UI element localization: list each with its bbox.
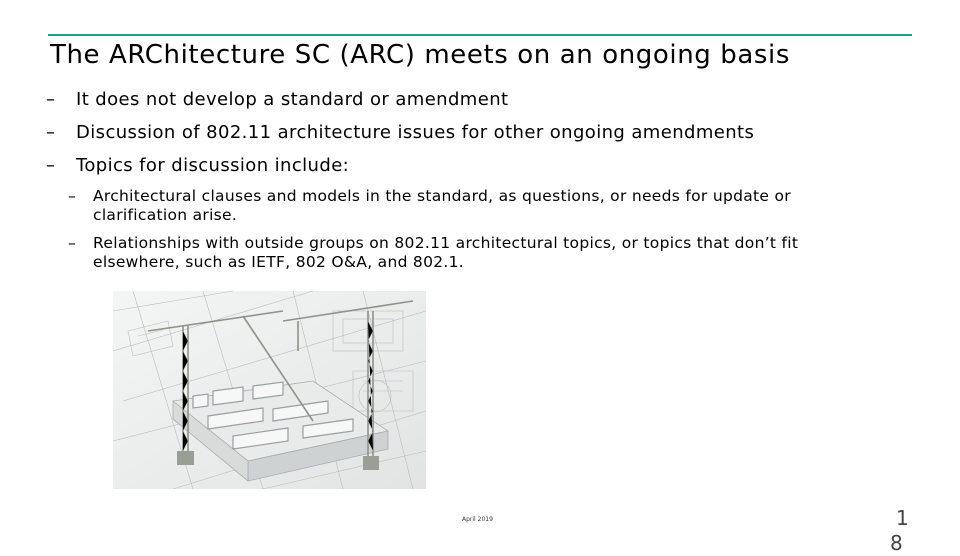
- subbullet-dash: –: [68, 234, 77, 252]
- subbullet-dash: –: [68, 187, 77, 205]
- subbullet-text-line2: clarification arise.: [93, 206, 238, 224]
- bullet-dash: –: [46, 155, 56, 176]
- construction-cranes-building-image: [113, 291, 426, 489]
- subbullet-1: [68, 187, 791, 225]
- bullet-3: [46, 154, 349, 178]
- subbullet-text-line1: Architectural clauses and models in the standard, as questions, or needs for update or: [93, 187, 791, 205]
- bullet-2: [46, 121, 754, 145]
- page-number-overflow: 8: [890, 531, 903, 555]
- slide-title: The ARChitecture SC (ARC) meets on an ongoing basis: [50, 40, 791, 70]
- footer-date: April 2019: [462, 516, 493, 523]
- bullet-text: Topics for discussion include:: [76, 155, 350, 176]
- title-rule: [48, 34, 912, 36]
- bullet-1: [46, 88, 508, 112]
- bullet-text: It does not develop a standard or amendment: [76, 89, 509, 110]
- bullet-dash: –: [46, 89, 56, 110]
- page-number: 1: [896, 506, 909, 530]
- subbullet-text-line2: elsewhere, such as IETF, 802 O&A, and 802.1.: [93, 253, 465, 271]
- subbullet-text-line1: Relationships with outside groups on 802.11 architectural topics, or topics that don’t fit: [93, 234, 799, 252]
- subbullet-2: [68, 234, 798, 272]
- bullet-dash: –: [46, 122, 56, 143]
- bullet-text: Discussion of 802.11 architecture issues for other ongoing amendments: [76, 122, 755, 143]
